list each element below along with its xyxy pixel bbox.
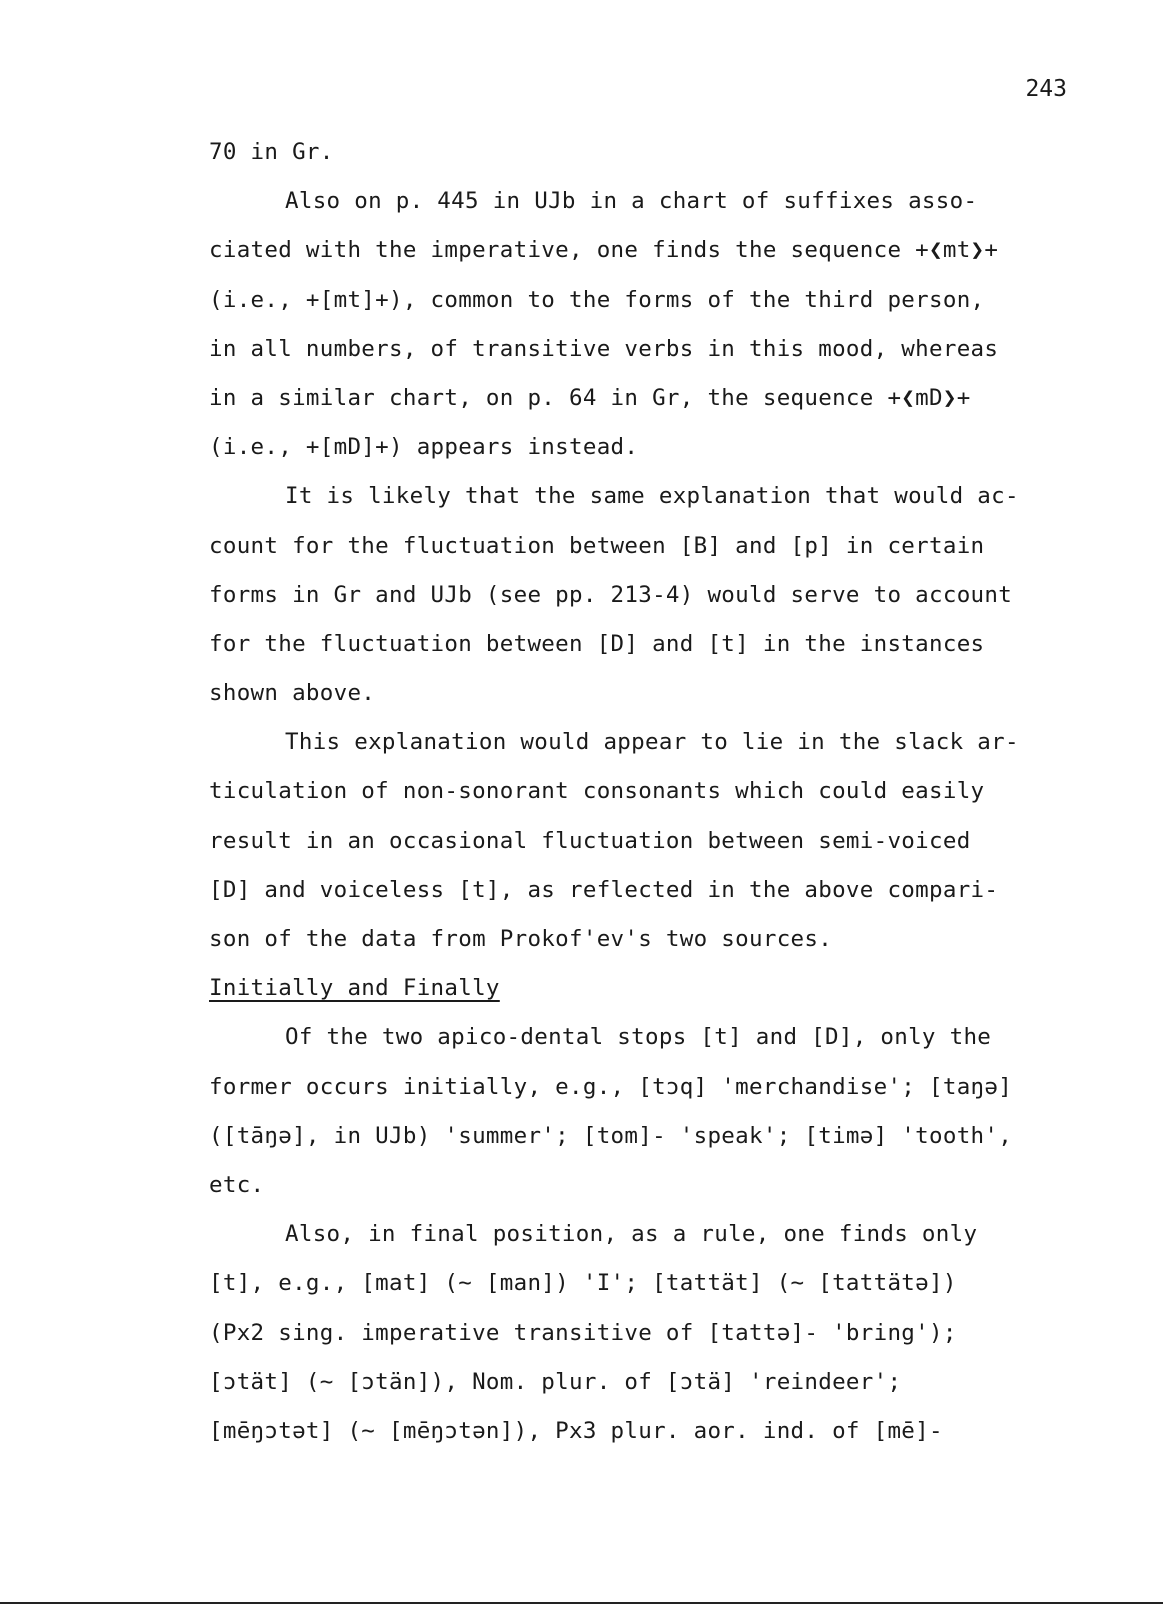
text-line: forms in Gr and UJb (see pp. 213-4) would serve to account bbox=[209, 581, 1013, 608]
text-line: This explanation would appear to lie in the slack ar- bbox=[285, 729, 1019, 756]
text-line: (Px2 sing. imperative transitive of [tattə]- 'bring'); bbox=[209, 1319, 957, 1346]
section-heading: Initially and Finally bbox=[209, 975, 500, 1002]
body-text bbox=[209, 128, 1079, 1456]
text-line: ticulation of non-sonorant consonants which could easily bbox=[209, 778, 985, 805]
text-line: 70 in Gr. bbox=[209, 139, 334, 165]
page-bottom-rule bbox=[0, 1602, 1163, 1604]
page-number: 243 bbox=[1025, 76, 1067, 102]
text-line: ([tāŋə], in UJb) 'summer'; [tom]- 'speak'; [timə] 'tooth', bbox=[209, 1122, 1013, 1149]
text-line: It is likely that the same explanation that would ac- bbox=[285, 483, 1019, 510]
text-line: count for the fluctuation between [B] and [p] in certain bbox=[209, 532, 985, 559]
text-line: Of the two apico-dental stops [t] and [D], only the bbox=[285, 1024, 992, 1051]
text-line: Also on p. 445 in UJb in a chart of suffixes asso- bbox=[285, 188, 978, 215]
text-line: (i.e., +[mt]+), common to the forms of the third person, bbox=[209, 286, 985, 313]
text-line: Also, in final position, as a rule, one finds only bbox=[285, 1221, 978, 1248]
text-line: in a similar chart, on p. 64 in Gr, the sequence +❮mD❯+ bbox=[209, 384, 971, 411]
text-line: etc. bbox=[209, 1171, 265, 1198]
text-line: [mēŋɔtət] (~ [mēŋɔtən]), Px3 plur. aor. ind. of [mē]- bbox=[209, 1417, 943, 1444]
text-line: [t], e.g., [mat] (~ [man]) 'I'; [tattät] (~ [tattätə]) bbox=[209, 1270, 957, 1297]
text-line: son of the data from Prokof'ev's two sources. bbox=[209, 926, 833, 952]
text-line: [ɔtät] (~ [ɔtän]), Nom. plur. of [ɔtä] 'reindeer'; bbox=[209, 1368, 902, 1395]
text-line: former occurs initially, e.g., [tɔq] 'merchandise'; [taŋə] bbox=[209, 1073, 1013, 1100]
text-line: in all numbers, of transitive verbs in this mood, whereas bbox=[209, 335, 999, 362]
text-line: [D] and voiceless [t], as reflected in the above compari- bbox=[209, 876, 999, 903]
text-line: result in an occasional fluctuation between semi-voiced bbox=[209, 827, 971, 854]
text-line: ciated with the imperative, one finds the sequence +❮mt❯+ bbox=[209, 237, 999, 264]
text-line: for the fluctuation between [D] and [t] in the instances bbox=[209, 630, 985, 657]
text-line: shown above. bbox=[209, 680, 376, 707]
text-line: (i.e., +[mD]+) appears instead. bbox=[209, 434, 639, 461]
